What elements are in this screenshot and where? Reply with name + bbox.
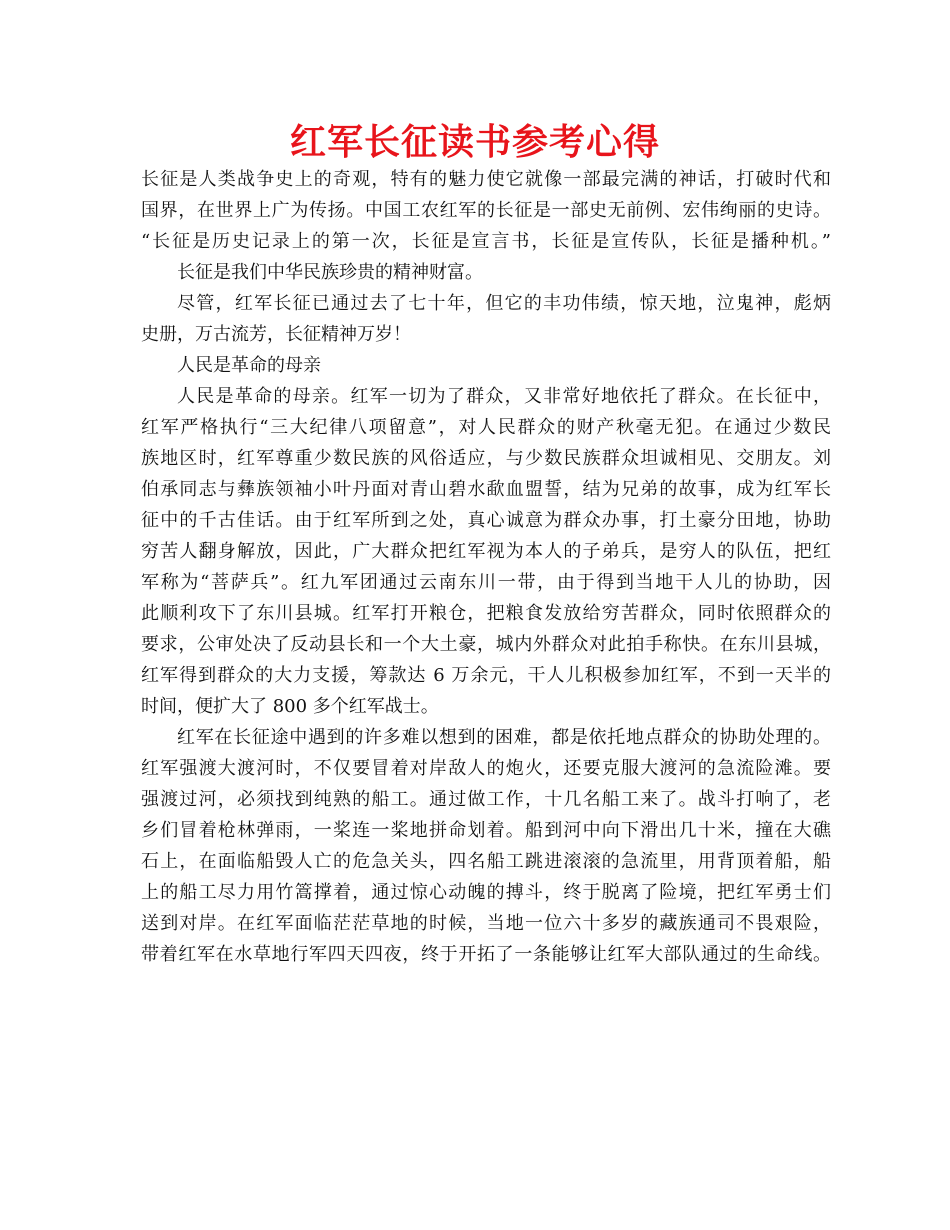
text-line: 征中的千古佳话。由于红军所到之处，真心诚意为群众办事，打土豪分田地，协助 — [141, 510, 831, 531]
text-line: 国界，在世界上广为传扬。中国工农红军的长征是一部史无前例、宏伟绚丽的史诗。 — [141, 200, 831, 221]
text-line: 送到对岸。在红军面临茫茫草地的时候，当地一位六十多岁的藏族通司不畏艰险， — [141, 913, 831, 934]
text-line: 红军得到群众的大力支援，筹款达 6 万余元，干人儿积极参加红军，不到一天半的 — [141, 665, 831, 686]
text-line: 红军严格执行“三大纪律八项留意”，对人民群众的财产秋毫无犯。在通过少数民 — [141, 417, 831, 438]
text-line: 尽管，红军长征已通过去了七十年，但它的丰功伟绩，惊天地，泣鬼神，彪炳 — [177, 293, 831, 314]
text-line: 乡们冒着枪林弹雨，一桨连一桨地拼命划着。船到河中向下滑出几十米，撞在大礁 — [141, 820, 831, 841]
text-line: 长征是人类战争史上的奇观，特有的魅力使它就像一部最完满的神话，打破时代和 — [141, 169, 831, 190]
document-body — [141, 164, 831, 970]
text-line: 石上，在面临船毁人亡的危急关头，四名船工跳进滚滚的急流里，用背顶着船，船 — [141, 851, 831, 872]
text-line: 穷苦人翻身解放，因此，广大群众把红军视为本人的子弟兵，是穷人的队伍，把红 — [141, 541, 831, 562]
text-line: 伯承同志与彝族领袖小叶丹面对青山碧水歃血盟誓，结为兄弟的故事，成为红军长 — [141, 479, 831, 500]
text-line: 要求，公审处决了反动县长和一个大土豪，城内外群众对此拍手称快。在东川县城， — [141, 634, 831, 655]
text-line: 红军在长征途中遇到的许多难以想到的困难，都是依托地点群众的协助处理的。 — [177, 727, 831, 748]
text-line: 此顺利攻下了东川县城。红军打开粮仓，把粮食发放给穷苦群众，同时依照群众的 — [141, 603, 831, 624]
text-line: 带着红军在水草地行军四天四夜，终于开拓了一条能够让红军大部队通过的生命线。 — [141, 944, 831, 965]
text-line: 强渡过河，必须找到纯熟的船工。通过做工作，十几名船工来了。战斗打响了，老 — [141, 789, 831, 810]
text-line: 时间，便扩大了 800 多个红军战士。 — [141, 696, 439, 717]
text-line: “长征是历史记录上的第一次，长征是宣言书，长征是宣传队，长征是播种机。” — [141, 231, 831, 252]
page-title: 红军长征读书参考心得 — [289, 122, 660, 163]
text-line: 人民是革命的母亲。红军一切为了群众，又非常好地依托了群众。在长征中， — [177, 386, 831, 407]
text-line: 长征是我们中华民族珍贵的精神财富。 — [177, 262, 483, 283]
text-line: 军称为“菩萨兵”。红九军团通过云南东川一带，由于得到当地干人儿的协助，因 — [141, 572, 831, 593]
text-line: 上的船工尽力用竹篙撑着，通过惊心动魄的搏斗，终于脱离了险境，把红军勇士们 — [141, 882, 831, 903]
text-line: 史册，万古流芳，长征精神万岁！ — [141, 324, 411, 345]
text-line: 族地区时，红军尊重少数民族的风俗适应，与少数民族群众坦诚相见、交朋友。刘 — [141, 448, 831, 469]
text-line: 红军强渡大渡河时，不仅要冒着对岸敌人的炮火，还要克服大渡河的急流险滩。要 — [141, 758, 831, 779]
section-heading: 人民是革命的母亲 — [177, 355, 321, 376]
